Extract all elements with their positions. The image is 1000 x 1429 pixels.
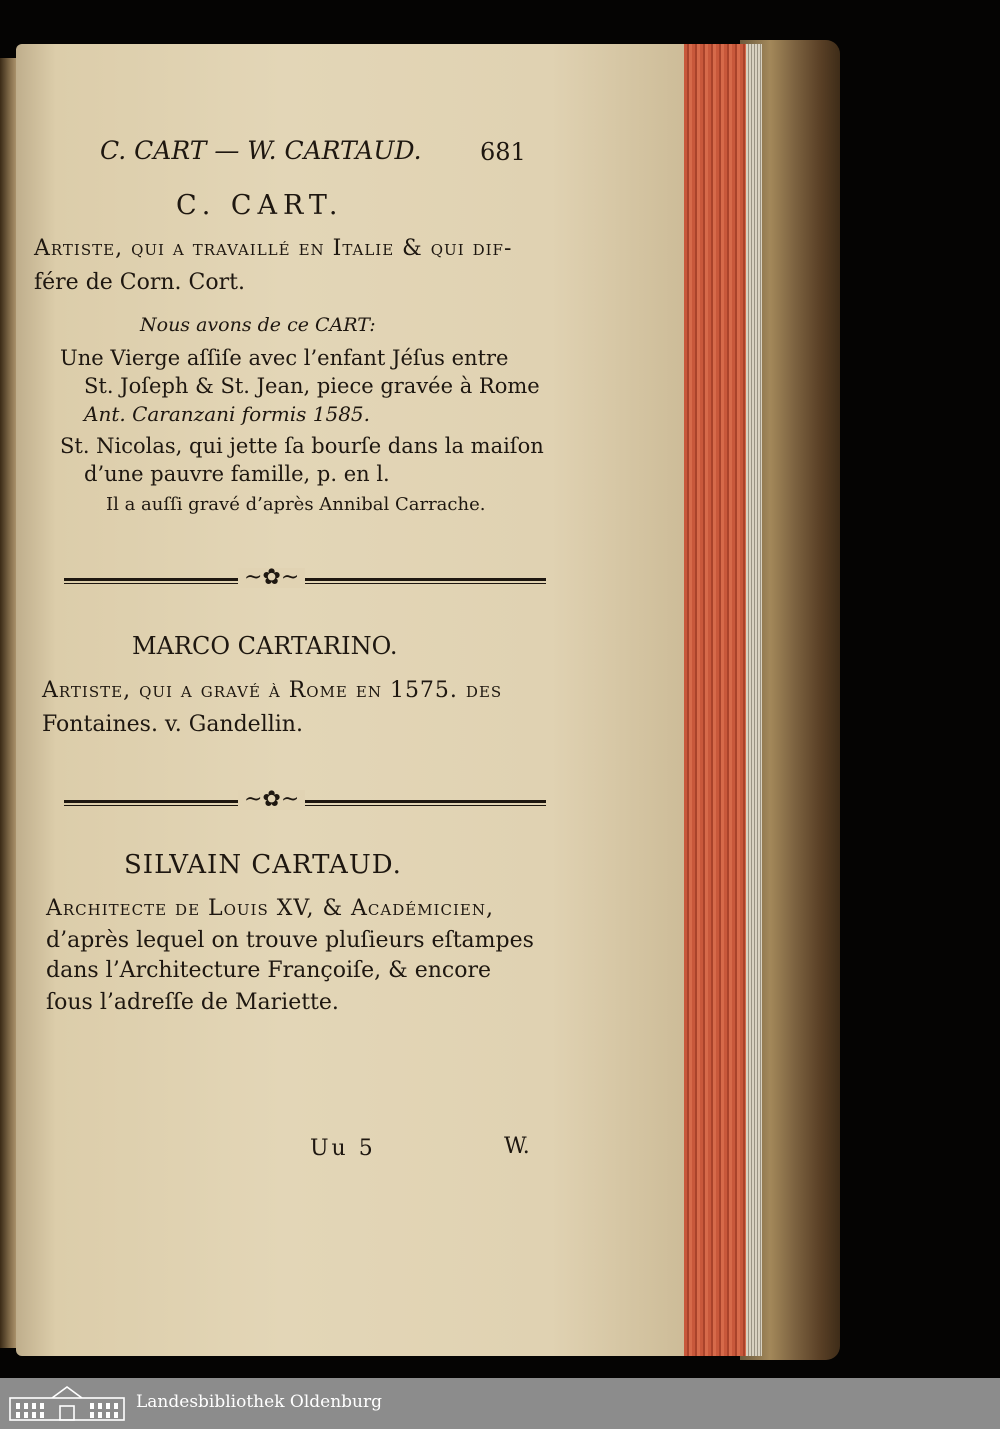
red-page-edges (682, 44, 762, 1356)
list-item: St. Nicolas, qui jette ſa bourſe dans la maiſon (60, 434, 544, 458)
entry-text-line: fére de Corn. Cort. (34, 270, 245, 295)
list-item: Une Vierge aſſiſe avec l’enfant Jéſus entre (60, 346, 509, 370)
entry-text-line: dans l’Architecture Françoiſe, & encore (46, 958, 492, 983)
library-name: Landesbibliothek Oldenburg (136, 1392, 383, 1412)
entry-sub-heading: Nous avons de ce CART: (140, 314, 376, 336)
page-number: 681 (480, 138, 526, 166)
library-building-icon (8, 1384, 126, 1422)
list-item: Il a auſſi gravé d’après Annibal Carrache. (106, 494, 486, 515)
entry-text-line: Artiste, qui a travaillé en Italie & qui dif- (34, 236, 513, 261)
running-head: C. CART — W. CARTAUD. (100, 136, 422, 165)
list-item: d’une pauvre famille, p. en l. (84, 462, 390, 486)
entry-heading: C. CART. (176, 190, 344, 221)
entry-text-line: Fontaines. v. Gandellin. (42, 712, 303, 737)
entry-text-line: Artiste, qui a gravé à Rome en 1575. des (42, 678, 503, 703)
rule-ornament: ~✿~ (238, 790, 305, 810)
list-item: St. Joſeph & St. Jean, piece gravée à Rome (84, 374, 540, 398)
entry-text-line: ſous l’adreſſe de Mariette. (46, 990, 339, 1015)
signature-mark: Uu 5 (310, 1136, 376, 1161)
entry-heading: MARCO CARTARINO. (132, 632, 398, 660)
entry-text-line: Architecte de Louis XV, & Académicien, (46, 896, 494, 921)
list-item: Ant. Caranzani formis 1585. (84, 402, 371, 426)
rule-ornament: ~✿~ (238, 568, 305, 588)
book-page (16, 44, 684, 1356)
catchword: W. (504, 1134, 530, 1159)
entry-text-line: d’après lequel on trouve pluſieurs eſtampes (46, 928, 534, 953)
footer-bar (0, 1378, 1000, 1429)
entry-heading: SILVAIN CARTAUD. (124, 850, 402, 880)
